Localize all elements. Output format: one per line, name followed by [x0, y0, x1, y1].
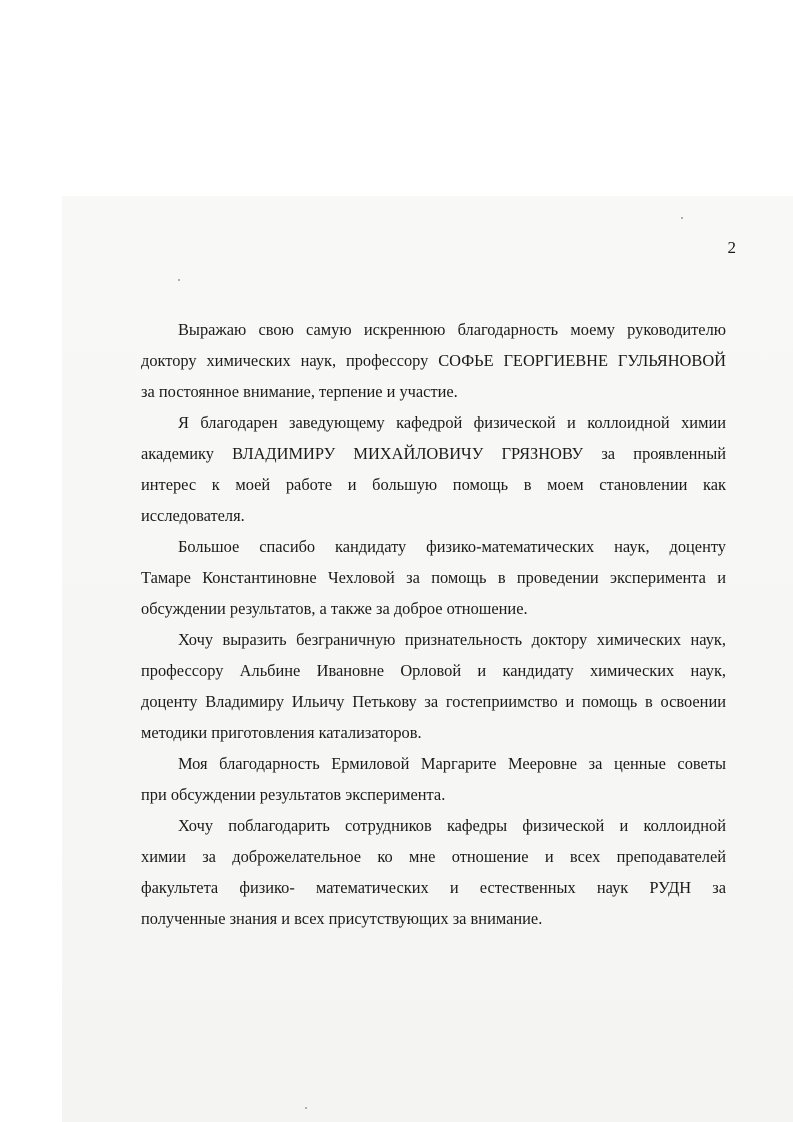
scan-speck: [681, 217, 683, 219]
page-number: 2: [727, 238, 736, 257]
text-line: Большое спасибо кандидату физико-математических наук, доценту: [178, 537, 726, 556]
paragraph-faculty: [141, 814, 726, 938]
text-line: интерес к моей работе и большую помощь в моем становлении как: [141, 475, 726, 494]
paragraph-gratitude-hosts: [141, 628, 726, 752]
text-line: профессору Альбине Ивановне Орловой и кандидату химических наук,: [141, 661, 726, 680]
text-line: Я благодарен заведующему кафедрой физической и коллоидной химии: [178, 413, 726, 432]
text-line: Тамаре Константиновне Чехловой за помощь в проведении эксперимента и: [141, 568, 726, 587]
scan-speck: [178, 279, 180, 281]
text-line: полученные знания и всех присутствующих за внимание.: [141, 909, 543, 928]
paragraph-supervisor: [141, 318, 726, 411]
paragraph-associate-professor: [141, 535, 726, 628]
text-line: Хочу поблагодарить сотрудников кафедры физической и коллоидной: [178, 816, 726, 835]
text-line: доценту Владимиру Ильичу Петькову за гостеприимство и помощь в освоении: [141, 692, 726, 711]
text-line: химии за доброжелательное ко мне отношение и всех преподавателей: [141, 847, 726, 866]
text-line: доктору химических наук, профессору СОФЬЕ ГЕОРГИЕВНЕ ГУЛЬЯНОВОЙ: [141, 351, 726, 370]
paragraph-advice: [141, 752, 726, 814]
scan-speck: [305, 1107, 307, 1109]
text-line: обсуждении результатов, а также за доброе отношение.: [141, 599, 528, 618]
paragraph-department-head: [141, 411, 726, 535]
acknowledgements-text: [141, 318, 726, 938]
text-line: факультета физико- математических и естественных наук РУДН за: [141, 878, 726, 897]
text-line: академику ВЛАДИМИРУ МИХАЙЛОВИЧУ ГРЯЗНОВУ за проявленный: [141, 444, 726, 463]
text-line: Моя благодарность Ермиловой Маргарите Мееровне за ценные советы: [178, 754, 726, 773]
text-line: при обсуждении результатов эксперимента.: [141, 785, 446, 804]
text-line: методики приготовления катализаторов.: [141, 723, 422, 742]
text-line: за постоянное внимание, терпение и участие.: [141, 382, 458, 401]
text-line: Выражаю свою самую искреннюю благодарность моему руководителю: [178, 320, 726, 339]
text-line: Хочу выразить безграничную признательность доктору химических наук,: [178, 630, 726, 649]
text-line: исследователя.: [141, 506, 245, 525]
